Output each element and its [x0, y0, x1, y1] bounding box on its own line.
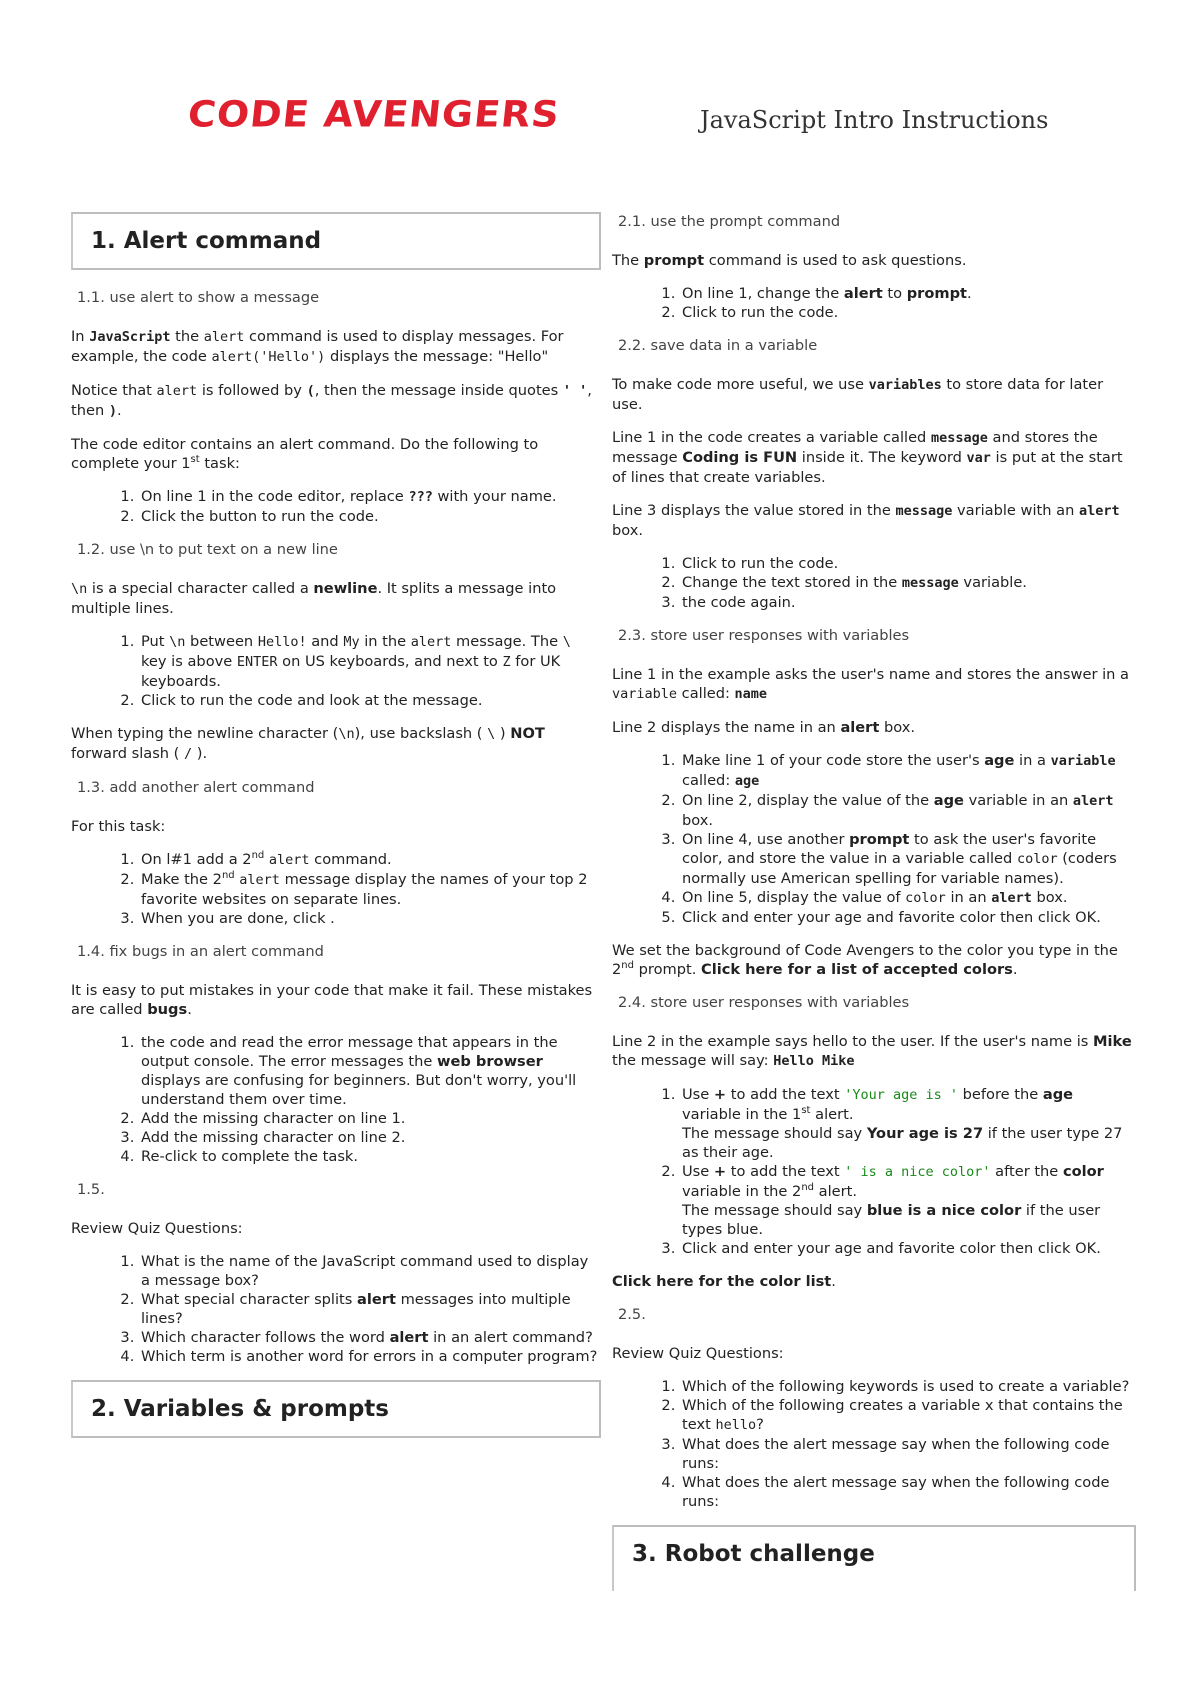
subsection-title-1-4: 1.4. fix bugs in an alert command	[77, 943, 324, 960]
paragraph: The prompt command is used to ask questions.	[612, 252, 967, 269]
task-list	[612, 284, 1136, 322]
paragraph: Line 1 in the example asks the user's name and stores the answer in a variable called: name	[612, 666, 1129, 702]
subsection-title-2-3: 2.3. store user responses with variables	[618, 627, 910, 644]
code-avengers-logo: CODE AVENGERS	[185, 93, 562, 135]
subsection-title-2-4: 2.4. store user responses with variables	[618, 994, 910, 1011]
task-list	[71, 487, 601, 526]
list-item: 3. Click and enter your age and favorite color then click OK.	[680, 1239, 1136, 1258]
list-item: 1. On line 1 in the code editor, replace ??? with your name.	[139, 487, 601, 507]
color-list-link[interactable]: Click here for the color list	[612, 1273, 832, 1290]
quiz-list	[612, 1377, 1136, 1511]
list-item: 2. On line 2, display the value of the age variable in an alert box.	[680, 791, 1136, 830]
list-item: 1. What is the name of the JavaScript command used to display a message box?	[139, 1252, 601, 1290]
list-item: 4. Which term is another word for errors in a computer program?	[139, 1347, 601, 1366]
paragraph: We set the background of Code Avengers to the color you type in the 2nd prompt. Click here for a list of accepted colors.	[612, 942, 1118, 978]
paragraph: Review Quiz Questions:	[71, 1220, 243, 1237]
list-item: 1. On line 1, change the alert to prompt.	[680, 284, 1136, 303]
list-item: 1. Put \n between Hello! and My in the alert message. The \ key is above ENTER on US keyboards, and next to Z for UK keyboards.	[139, 632, 601, 691]
subsection-title-1-1: 1.1. use alert to show a message	[77, 289, 320, 306]
document-title: JavaScript Intro Instructions	[700, 106, 1049, 134]
paragraph: Click here for the color list.	[612, 1273, 836, 1290]
subsection-title-1-2: 1.2. use \n to put text on a new line	[77, 541, 338, 558]
list-item: 2. Make the 2nd alert message display the names of your top 2 favorite websites on separate lines.	[139, 870, 601, 909]
paragraph: Line 2 in the example says hello to the user. If the user's name is Mike the message will say: Hello Mike	[612, 1033, 1132, 1069]
paragraph: To make code more useful, we use variables to store data for later use.	[612, 376, 1104, 413]
paragraph: Line 2 displays the name in an alert box.	[612, 719, 916, 736]
left-column	[71, 212, 601, 1456]
section-heading-alert-command: 1. Alert command	[71, 212, 601, 270]
paragraph: Notice that alert is followed by (, then the message inside quotes ' ', then ).	[71, 382, 592, 419]
list-item: 3. Which character follows the word alert in an alert command?	[139, 1328, 601, 1347]
task-list	[71, 632, 601, 710]
task-list	[71, 1033, 601, 1166]
list-item: 3. the code again.	[680, 593, 1136, 612]
list-item: 2. Change the text stored in the message variable.	[680, 573, 1136, 593]
list-item: 1. the code and read the error message that appears in the output console. The error messages the web browser displays are confusing for beginners. But don't worry, you'll understand them over time.	[139, 1033, 601, 1109]
list-item: 1. Which of the following keywords is used to create a variable?	[680, 1377, 1136, 1396]
list-item: 3. What does the alert message say when the following code runs:	[680, 1435, 1136, 1473]
paragraph: Line 3 displays the value stored in the message variable with an alert box.	[612, 502, 1120, 539]
list-item: 1. Use + to add the text 'Your age is ' before the age variable in the 1st alert. The message should say Your age is 27 if the user type 27 as their age.	[680, 1085, 1136, 1162]
list-item: 3. When you are done, click .	[139, 909, 601, 928]
list-item: 4. What does the alert message say when the following code runs:	[680, 1473, 1136, 1511]
right-column	[612, 212, 1136, 1591]
list-item: 2. What special character splits alert messages into multiple lines?	[139, 1290, 601, 1328]
list-item: 2. Click to run the code.	[680, 303, 1136, 322]
paragraph: For this task:	[71, 818, 166, 835]
task-list	[612, 1085, 1136, 1258]
list-item: 5. Click and enter your age and favorite color then click OK.	[680, 908, 1136, 927]
paragraph: The code editor contains an alert command. Do the following to complete your 1st task:	[71, 436, 539, 472]
task-list	[71, 850, 601, 928]
paragraph: In JavaScript the alert command is used to display messages. For example, the code alert('Hello') displays the message: "Hello"	[71, 328, 564, 365]
colors-link[interactable]: Click here for a list of accepted colors	[700, 961, 1013, 978]
task-list	[612, 554, 1136, 612]
list-item: 1. Click to run the code.	[680, 554, 1136, 573]
subsection-title-1-5: 1.5.	[77, 1181, 105, 1198]
subsection-title-1-3: 1.3. add another alert command	[77, 779, 315, 796]
list-item: 2. Click to run the code and look at the message.	[139, 691, 601, 710]
list-item: 1. On l#1 add a 2nd alert command.	[139, 850, 601, 870]
list-item: 4. Re-click to complete the task.	[139, 1147, 601, 1166]
list-item: 2. Which of the following creates a variable x that contains the text hello?	[680, 1396, 1136, 1435]
subsection-title-2-1: 2.1. use the prompt command	[618, 213, 841, 230]
list-item: 3. Add the missing character on line 2.	[139, 1128, 601, 1147]
list-item: 1. Make line 1 of your code store the user's age in a variable called: age	[680, 751, 1136, 791]
list-item: 2. Click the button to run the code.	[139, 507, 601, 526]
paragraph: It is easy to put mistakes in your code that make it fail. These mistakes are called bugs.	[71, 982, 593, 1018]
paragraph: When typing the newline character (\n), use backslash ( \ ) NOT forward slash ( / ).	[71, 725, 545, 762]
paragraph: Line 1 in the code creates a variable called message and stores the message Coding is FUN inside it. The keyword var is put at the start of lines that create variables.	[612, 429, 1123, 486]
task-list	[612, 751, 1136, 927]
section-heading-robot-challenge: 3. Robot challenge	[612, 1525, 1136, 1591]
list-item: 2. Use + to add the text ' is a nice color' after the color variable in the 2nd alert. The message should say blue is a nice color if the user types blue.	[680, 1162, 1136, 1239]
list-item: 4. On line 5, display the value of color in an alert box.	[680, 888, 1136, 908]
quiz-list	[71, 1252, 601, 1366]
subsection-title-2-2: 2.2. save data in a variable	[618, 337, 818, 354]
list-item: 2. Add the missing character on line 1.	[139, 1109, 601, 1128]
paragraph: Review Quiz Questions:	[612, 1345, 784, 1362]
paragraph: \n is a special character called a newline. It splits a message into multiple lines.	[71, 580, 557, 617]
section-heading-variables-prompts: 2. Variables & prompts	[71, 1380, 601, 1438]
list-item: 3. On line 4, use another prompt to ask the user's favorite color, and store the value in a variable called color (coders normally use American spelling for variable names).	[680, 830, 1136, 888]
subsection-title-2-5: 2.5.	[618, 1306, 646, 1323]
